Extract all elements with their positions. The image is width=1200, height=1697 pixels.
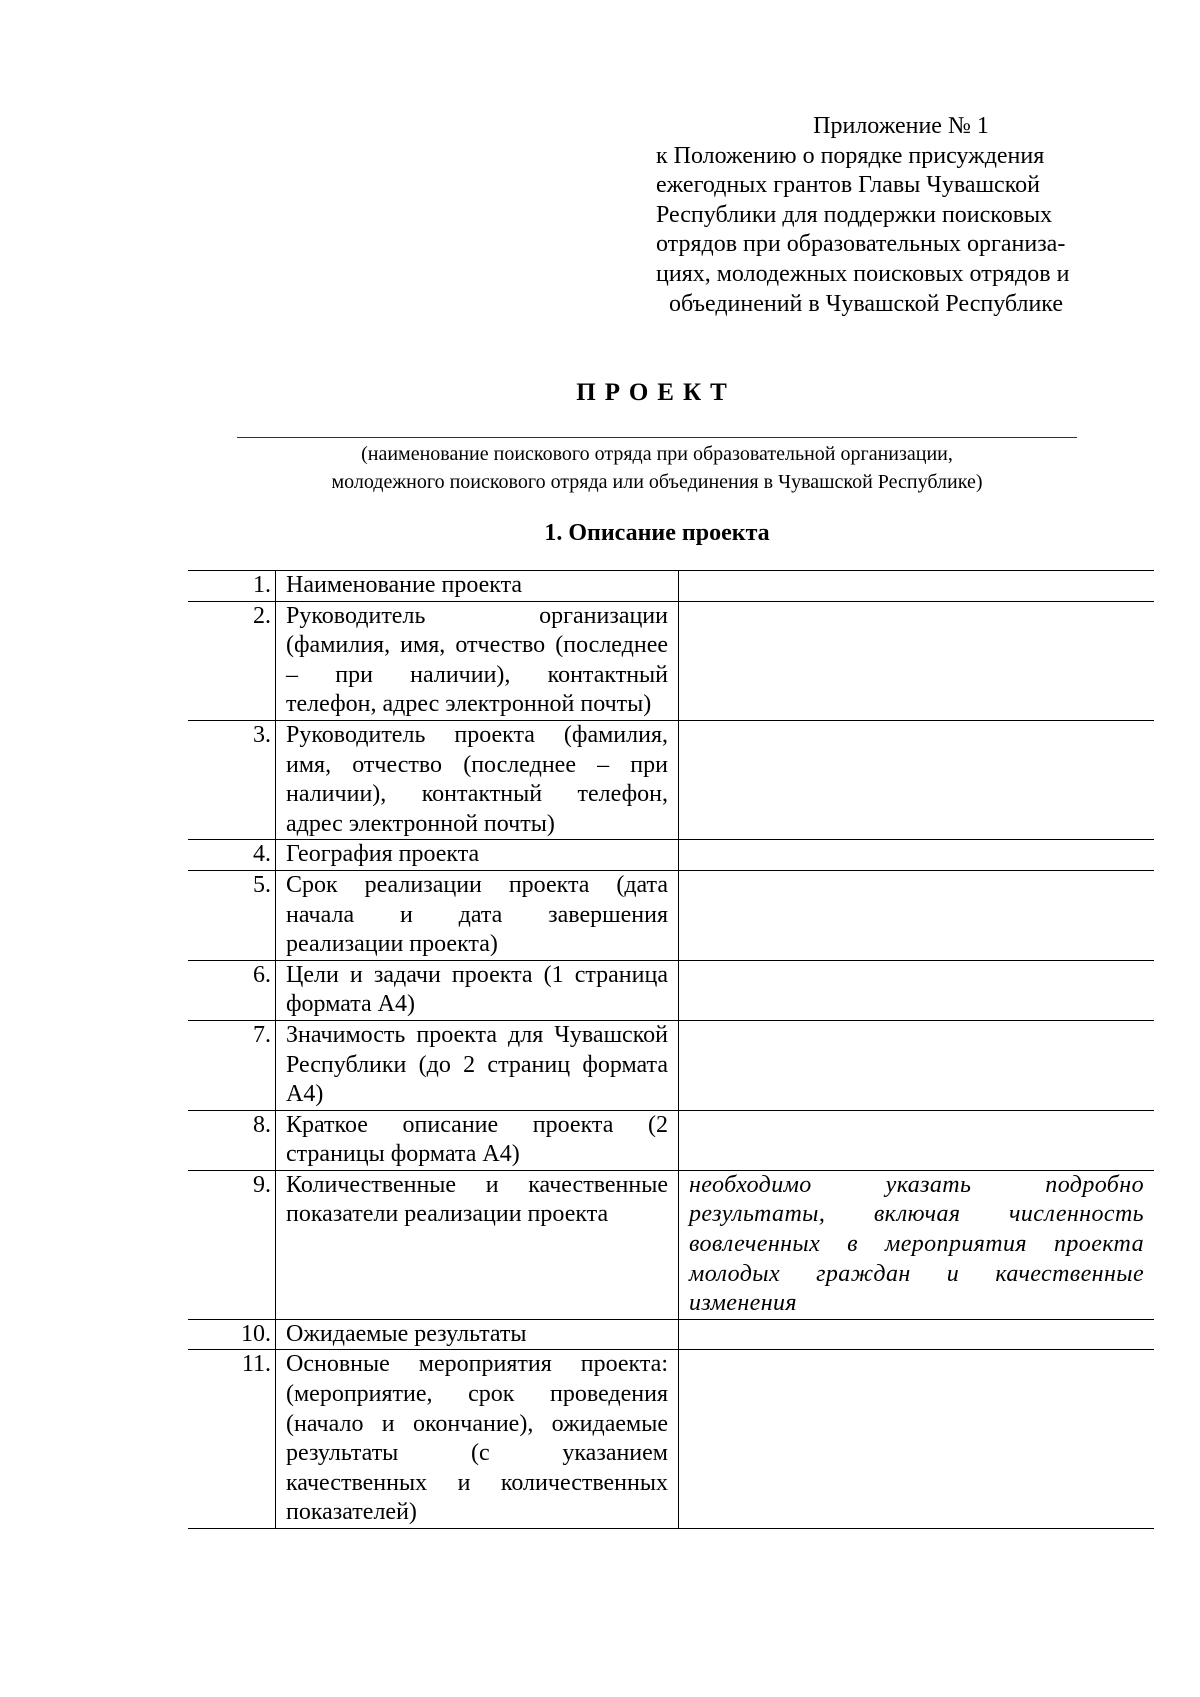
table-row [188, 1350, 1154, 1529]
row-value [679, 840, 1155, 871]
row-number: 5. [188, 870, 276, 960]
row-label: Ожидаемые результаты [276, 1319, 679, 1350]
table-row [188, 571, 1154, 602]
table-row [188, 720, 1154, 839]
caption-line: молодежного поискового отряда или объединения в Чувашской Республике) [331, 471, 983, 493]
table-row [188, 1110, 1154, 1170]
project-description-table [188, 570, 1154, 1529]
row-value [679, 870, 1155, 960]
table-row [188, 601, 1154, 720]
row-value [679, 1110, 1155, 1170]
row-label: Количественные и качественные показатели реализации проекта [276, 1170, 679, 1319]
row-label: Основные мероприятия проекта: (мероприятие, срок проведения (начало и окончание), ожидаемые результаты (с указанием качественных и количественных показателей) [276, 1350, 679, 1529]
row-label: Значимость проекта для Чувашской Республики (до 2 страниц формата А4) [276, 1020, 679, 1110]
row-value [679, 601, 1155, 720]
row-value [679, 571, 1155, 602]
row-number: 10. [188, 1319, 276, 1350]
row-number: 9. [188, 1170, 276, 1319]
table-row [188, 840, 1154, 871]
document-title: ПРОЕКТ [576, 379, 736, 406]
row-label: География проекта [276, 840, 679, 871]
row-label: Краткое описание проекта (2 страницы формата А4) [276, 1110, 679, 1170]
row-value [679, 960, 1155, 1020]
row-number: 3. [188, 720, 276, 839]
row-label: Наименование проекта [276, 571, 679, 602]
appendix-line: объединений в Чувашской Республике [668, 290, 1064, 317]
appendix-title: Приложение № 1 [813, 113, 989, 139]
appendix-line: отрядов при образовательных организа- [656, 231, 1066, 258]
table-row [188, 870, 1154, 960]
row-number: 11. [188, 1350, 276, 1529]
row-value [679, 1319, 1155, 1350]
name-caption [237, 440, 1077, 496]
row-label: Руководитель организации (фамилия, имя, отчество (последнее – при наличии), контактный телефон, адрес электронной почты) [276, 601, 679, 720]
section-title: 1. Описание проекта [544, 520, 770, 546]
appendix-line: к Положению о порядке присуждения [656, 142, 1045, 169]
row-value [679, 1020, 1155, 1110]
appendix-line: циях, молодежных поисковых отрядов и [656, 260, 1070, 287]
row-number: 1. [188, 571, 276, 602]
appendix-line: ежегодных грантов Главы Чувашской [656, 172, 1040, 199]
row-value: необходимо указать подробно результаты, включая численность вовлеченных в мероприятия проекта молодых граждан и качественные изменения [679, 1170, 1155, 1319]
row-number: 2. [188, 601, 276, 720]
row-number: 4. [188, 840, 276, 871]
row-label: Руководитель проекта (фамилия, имя, отчество (последнее – при наличии), контактный телефон, адрес электронной почты) [276, 720, 679, 839]
row-number: 8. [188, 1110, 276, 1170]
appendix-line: Республики для поддержки поисковых [656, 201, 1053, 228]
row-value [679, 720, 1155, 839]
row-label: Цели и задачи проекта (1 страница формата А4) [276, 960, 679, 1020]
appendix-block [656, 112, 1116, 319]
table-row [188, 1319, 1154, 1350]
name-fill-line [237, 437, 1077, 438]
table-row [188, 960, 1154, 1020]
row-value [679, 1350, 1155, 1529]
table-row [188, 1020, 1154, 1110]
row-label: Срок реализации проекта (дата начала и дата завершения реализации проекта) [276, 870, 679, 960]
row-number: 6. [188, 960, 276, 1020]
table-row [188, 1170, 1154, 1319]
caption-line: (наименование поискового отряда при образовательной организации, [361, 443, 953, 465]
row-number: 7. [188, 1020, 276, 1110]
